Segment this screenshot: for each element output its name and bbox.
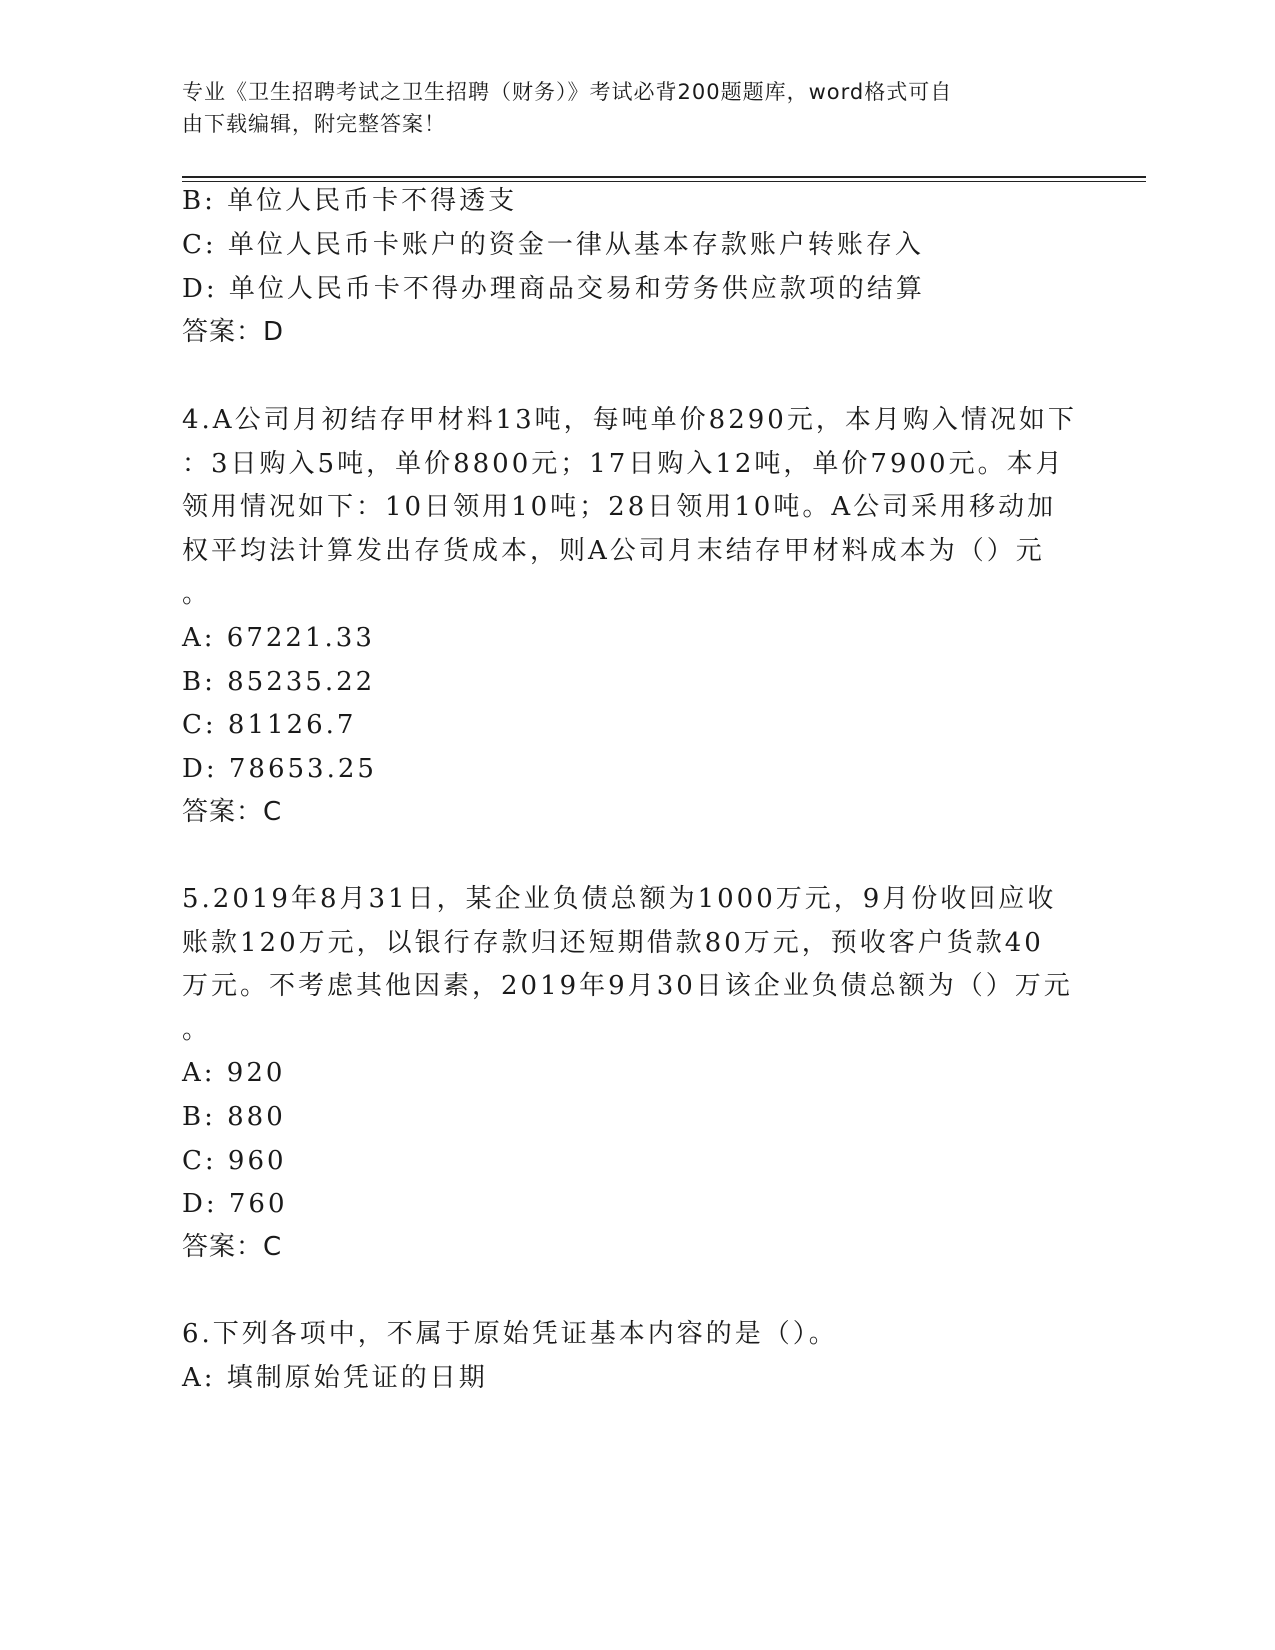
q4-option-a: A: 67221.33: [182, 623, 375, 653]
header-line-2: 由下载编辑，附完整答案！: [182, 112, 446, 136]
header-line-1: 专业《卫生招聘考试之卫生招聘（财务）》考试必背200题题库，word格式可自: [182, 80, 953, 104]
q3-option-b: B: 单位人民币卡不得透支: [182, 186, 518, 216]
q6-option-a: A: 填制原始凭证的日期: [182, 1363, 488, 1393]
q5-stem-line-4: 。: [182, 1015, 212, 1045]
q5-stem-line-3: 万元。不考虑其他因素，2019年9月30日该企业负债总额为（）万元: [182, 971, 1073, 1001]
q4-stem-line-5: 。: [182, 579, 212, 609]
q4-stem-line-4: 权平均法计算发出存货成本，则A公司月末结存甲材料成本为（）元: [182, 536, 1045, 566]
q4-option-c: C: 81126.7: [182, 710, 357, 740]
document-header: [182, 76, 1062, 140]
q6-stem-line-1: 6.下列各项中，不属于原始凭证基本内容的是（）。: [182, 1319, 838, 1349]
q5-answer: 答案：C: [182, 1232, 283, 1262]
q4-answer: 答案：C: [182, 797, 283, 827]
q5-option-d: D: 760: [182, 1189, 288, 1219]
q4-option-d: D: 78653.25: [182, 754, 377, 784]
q5-option-a: A: 920: [182, 1058, 286, 1088]
q3-answer: 答案：D: [182, 317, 285, 347]
q4-stem-line-2: ：3日购入5吨，单价8800元；17日购入12吨，单价7900元。本月: [182, 449, 1065, 479]
q4-stem-line-3: 领用情况如下：10日领用10吨；28日领用10吨。A公司采用移动加: [182, 492, 1057, 522]
q4-stem-line-1: 4.A公司月初结存甲材料13吨，每吨单价8290元，本月购入情况如下: [182, 405, 1077, 435]
header-divider-thick: [182, 176, 1146, 178]
q3-option-d: D: 单位人民币卡不得办理商品交易和劳务供应款项的结算: [182, 274, 925, 304]
q5-option-b: B: 880: [182, 1102, 286, 1132]
q4-option-b: B: 85235.22: [182, 667, 376, 697]
q5-stem-line-2: 账款120万元，以银行存款归还短期借款80万元，预收客户货款40: [182, 928, 1044, 958]
q5-stem-line-1: 5.2019年8月31日，某企业负债总额为1000万元，9月份收回应收: [182, 884, 1057, 914]
header-divider-thin: [182, 181, 1146, 182]
q3-option-c: C: 单位人民币卡账户的资金一律从基本存款账户转账存入: [182, 230, 924, 260]
q5-option-c: C: 960: [182, 1146, 287, 1176]
